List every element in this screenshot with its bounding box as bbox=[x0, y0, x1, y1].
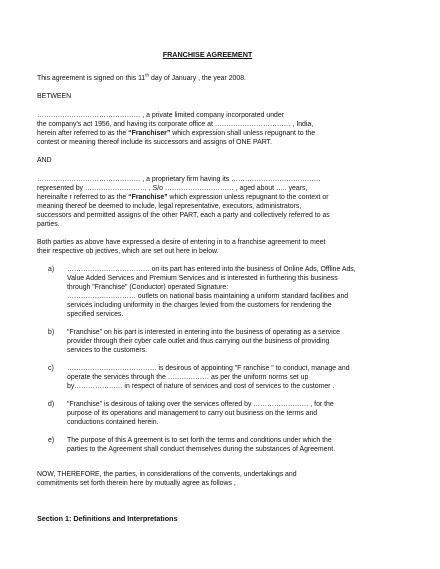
intro-paragraph: This agreement is signed on this 11th day of January , the year 2008. bbox=[37, 72, 246, 82]
list-item: c) ………………………………… is desirous of appointing "F ranchise " to conduct, manage and operate the services through the ……………… as per the uniform norms set up by………………… in respect of nature of services and cost of services to the customer . bbox=[37, 364, 378, 391]
list-marker: e) bbox=[48, 437, 55, 444]
franchise-term: “Franchise” bbox=[128, 194, 168, 201]
list-marker: b) bbox=[48, 329, 55, 336]
party-franchiser-paragraph: ……………………………………… , a private limited company incorporated under the company's act 1956, and having its corporate office at …………………………… , India, herein after referred to as the “Franchiser” which expression shall unless repugnant to the contest or meaning thereof include its successors and assigns of ONE PART. bbox=[37, 112, 316, 146]
date-superscript: th bbox=[145, 72, 150, 78]
list-item: a) ……………………………… on its part has entered into the business of Online Ads, Offline Ads, Value Added Services and Premium Services and is interested in furthering this business through "Franchise" (Conductor) operated Signature: ………………………… outlets on national basis maintaining a uniform standard facilities and services including uniformity in the charges levied from the customers for rendering the specified services. bbox=[37, 265, 378, 319]
list-marker: d) bbox=[48, 401, 55, 408]
recitals-list bbox=[37, 265, 378, 454]
document-title: FRANCHISE AGREEMENT bbox=[162, 50, 253, 59]
list-item: e) The purpose of this A greement is to set forth the terms and conditions under which the parties to the Agreement shall conduct themselves during the substances of Agreement. bbox=[37, 436, 378, 454]
list-marker: a) bbox=[48, 266, 55, 273]
list-marker: c) bbox=[48, 365, 54, 372]
and-label: AND bbox=[37, 157, 52, 164]
section-heading: Section 1: Definitions and Interpretations bbox=[37, 514, 178, 523]
party-franchise-paragraph: ……………………………………… , a proprietary firm having its ………………………………… represented by ……………………… , S/o ………………………… , aged about ….. years, hereinafte r referred to as the “Franchise” which expression unless repugnant to the context or meaning thereof be deemed to include, legal representative, executors, administrators, successors and permitted assigns of the other PART, each a party and collectively referred to as parties. bbox=[37, 176, 330, 228]
both-parties-paragraph: Both parties as above have expressed a desire of entering in to a franchise agreement to meet their respective ob jectives, which are set out here in below. bbox=[37, 239, 326, 255]
now-therefore-paragraph: NOW, THEREFORE, the parties, in considerations of the convents, undertakings and commitments set forth therein here by mutually agree as follows , bbox=[37, 471, 297, 487]
list-item: b) "Franchise" on his part is interested in entering into the business of operating as a service provider through their cyber cafe outlet and thus carrying out the business of providing services to the customers. bbox=[37, 328, 378, 355]
franchiser-term: “Franchiser” bbox=[128, 130, 171, 137]
list-item: d) "Franchise" is desirous of taking over the services offered by …………………… , for the purpose of its operations and management to carry out business on the terms and conductions contained herein. bbox=[37, 400, 378, 427]
between-label: BETWEEN bbox=[37, 93, 72, 100]
